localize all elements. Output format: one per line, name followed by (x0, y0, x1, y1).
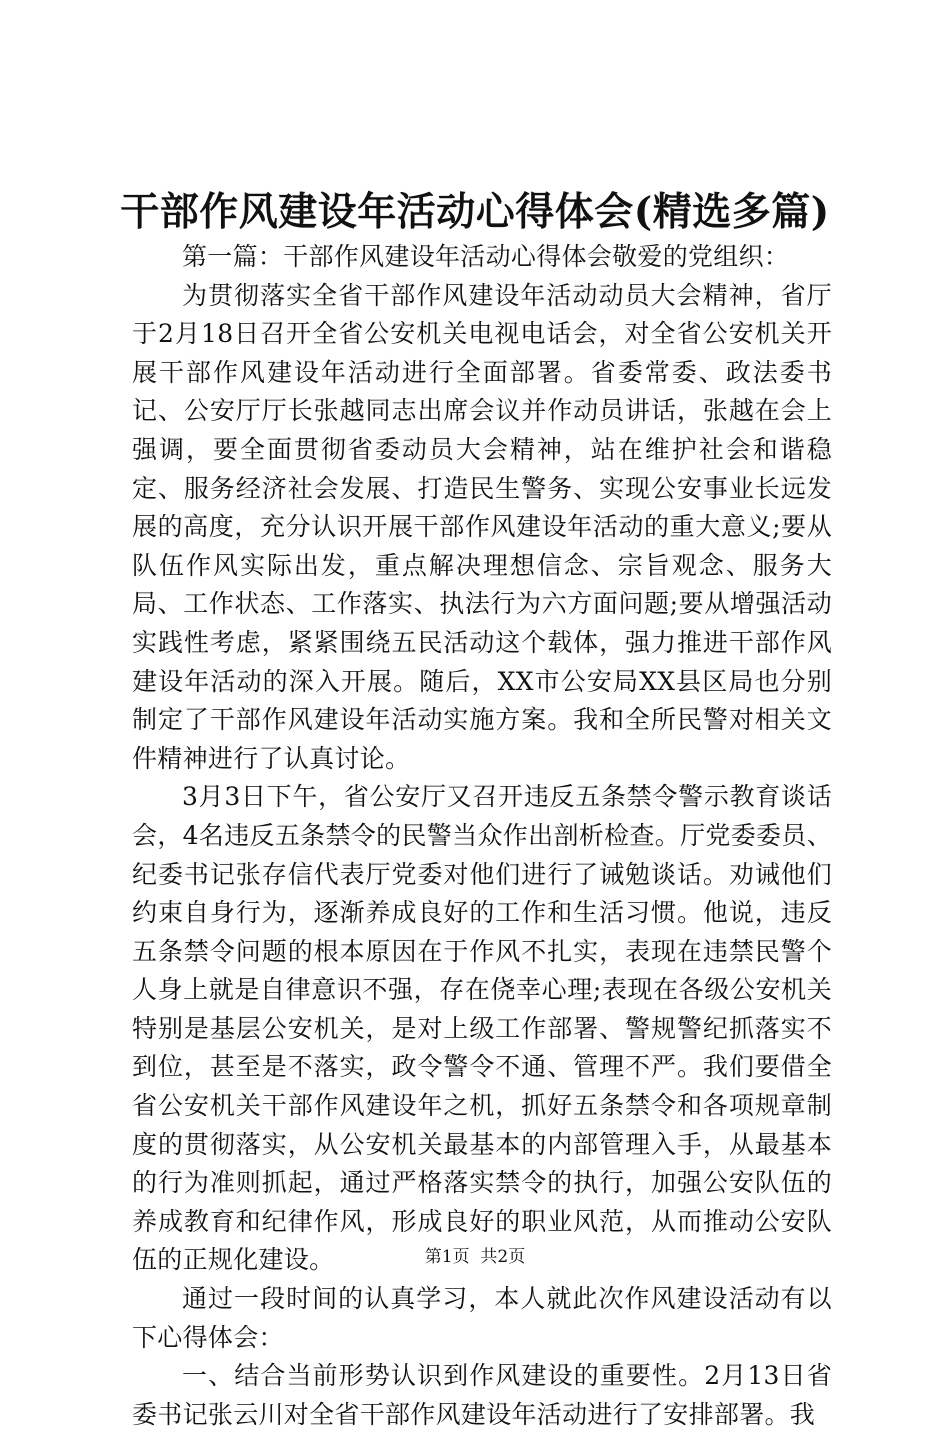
page-number-footer: 第1页 共2页 (424, 1247, 526, 1267)
paragraph-4: 一、结合当前形势认识到作风建设的重要性。2月13日省委书记张云川对全省干部作风建设年活动进行了安排部署。我 (132, 1361, 832, 1429)
document-title: 干部作风建设年活动心得体会(精选多篇) (120, 189, 830, 235)
paragraph-1: 为贯彻落实全省干部作风建设年活动动员大会精神，省厅于2月18日召开全省公安机关电视电话会，对全省公安机关开展干部作风建设年活动进行全面部署。省委常委、政法委书记、公安厅厅长张越同志出席会议并作动员讲话，张越在会上强调，要全面贯彻省委动员大会精神，站在维护社会和谐稳定、服务经济社会发展、打造民生警务、实现公安事业长远发展的高度，充分认识开展干部作风建设年活动的重大意义;要从队伍作风实际出发，重点解决理想信念、宗旨观念、服务大局、工作状态、工作落实、执法行为六方面问题;要从增强活动实践性考虑，紧紧围绕五民活动这个载体，强力推进干部作风建设年活动的深入开展。随后，XX市公安局XX县区局也分别制定了干部作风建设年活动实施方案。我和全所民警对相关文件精神进行了认真讨论。 (132, 280, 832, 773)
paragraph-2: 3月3日下午，省公安厅又召开违反五条禁令警示教育谈话会，4名违反五条禁令的民警当众作出剖析检查。厅党委委员、纪委书记张存信代表厅党委对他们进行了诫勉谈话。劝诫他们约束自身行为，逐渐养成良好的工作和生活习惯。他说，违反五条禁令问题的根本原因在于作风不扎实，表现在违禁民警个人身上就是自律意识不强，存在侥幸心理;表现在各级公安机关特别是基层公安机关，是对上级工作部署、警规警纪抓落实不到位，甚至是不落实，政令警令不通、管理不严。我们要借全省公安机关干部作风建设年之机，抓好五条禁令和各项规章制度的贯彻落实，从公安机关最基本的内部管理入手，从最基本的行为准则抓起，通过严格落实禁令的执行，加强公安队伍的养成教育和纪律作风，形成良好的职业风范，从而推动公安队伍的正规化建设。 (132, 782, 832, 1275)
paragraph-intro: 第一篇：干部作风建设年活动心得体会敬爱的党组织： (182, 242, 790, 271)
paragraph-3: 通过一段时间的认真学习，本人就此次作风建设活动有以下心得体会： (132, 1284, 832, 1352)
